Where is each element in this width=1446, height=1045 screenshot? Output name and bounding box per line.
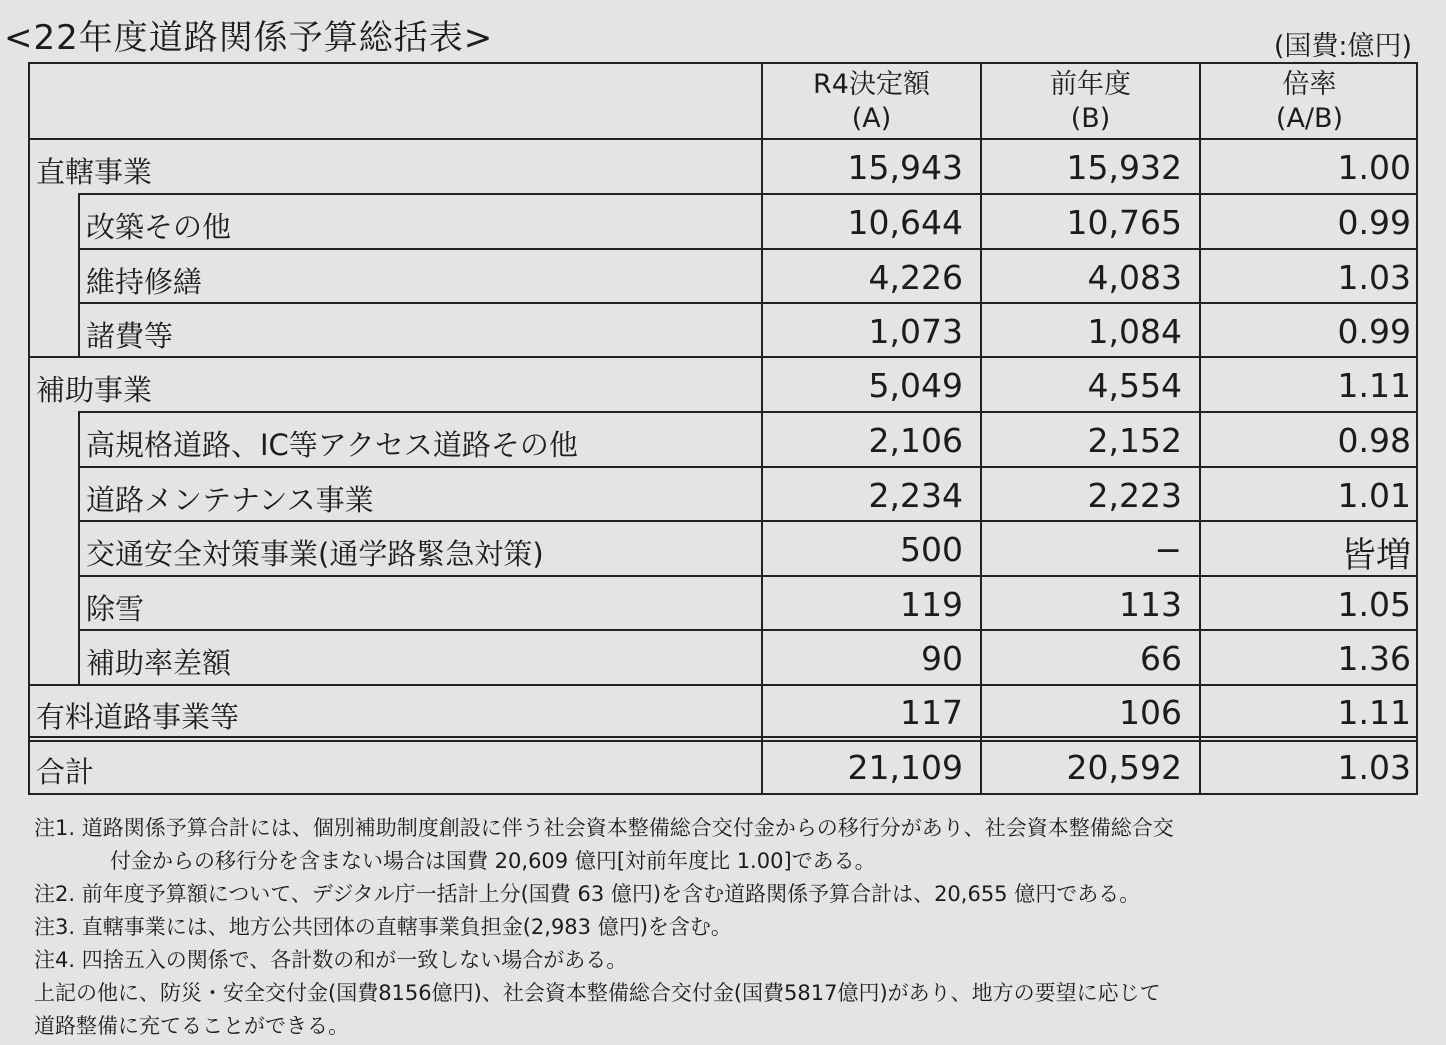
note-1-continued: 付金からの移行分を含まない場合は国費 20,609 億円[対前年度比 1.00]である。 <box>110 849 876 873</box>
cell-previous-year: 1,084 <box>1087 312 1182 351</box>
cell-ratio: 1.11 <box>1337 366 1411 405</box>
row-label: 有料道路事業等 <box>36 700 240 734</box>
cell-previous-year: 4,554 <box>1087 366 1182 405</box>
header-label: 倍率 <box>1282 69 1337 100</box>
cell-r4-amount: 2,106 <box>868 421 963 460</box>
cell-previous-year: 106 <box>1119 693 1182 732</box>
header-label: (B) <box>1070 103 1111 134</box>
row-label: 補助事業 <box>36 373 153 407</box>
cell-ratio: 1.11 <box>1337 693 1411 732</box>
row-label: 補助率差額 <box>86 646 232 680</box>
grid-line <box>80 193 1418 195</box>
notes <box>34 812 1424 1043</box>
total-ratio: 1.03 <box>1337 748 1411 787</box>
grid-line <box>78 411 80 685</box>
cell-previous-year: 113 <box>1119 585 1182 624</box>
table-title: <22年度道路関係予算総括表> <box>4 18 494 58</box>
cell-previous-year: 66 <box>1140 639 1182 678</box>
cell-ratio: 1.03 <box>1337 258 1411 297</box>
grid-line <box>80 466 1418 468</box>
row-label: 道路メンテナンス事業 <box>86 483 374 517</box>
note-3: 注3. 直轄事業には、地方公共団体の直轄事業負担金(2,983 億円)を含む。 <box>34 915 732 939</box>
header-label: R4決定額 <box>813 69 930 100</box>
grid-line <box>30 736 1418 738</box>
grid-line <box>78 193 80 357</box>
cell-r4-amount: 1,073 <box>868 312 963 351</box>
cell-r4-amount: 117 <box>900 693 963 732</box>
supplementary-note: 上記の他に、防災・安全交付金(国費8156億円)、社会資本整備総合交付金(国費5817億円)があり、地方の要望に応じて <box>34 981 1161 1005</box>
header-previous-year <box>982 64 1199 140</box>
cell-ratio: 0.98 <box>1337 421 1411 460</box>
grid-line <box>30 684 1418 686</box>
cell-previous-year: 15,932 <box>1066 148 1182 187</box>
row-label: 諸費等 <box>86 319 174 353</box>
header-ratio <box>1201 64 1418 140</box>
cell-r4-amount: 90 <box>921 639 963 678</box>
row-label: 交通安全対策事業(通学路緊急対策) <box>86 537 544 571</box>
header-r4-amount <box>763 64 980 140</box>
cell-ratio: 0.99 <box>1337 203 1411 242</box>
cell-previous-year: 2,223 <box>1087 476 1182 515</box>
note-2: 注2. 前年度予算額について、デジタル庁一括計上分(国費 63 億円)を含む道路関係予算合計は、20,655 億円である。 <box>34 882 1141 906</box>
cell-r4-amount: 2,234 <box>868 476 963 515</box>
cell-ratio: 1.05 <box>1337 585 1411 624</box>
row-label: 高規格道路、IC等アクセス道路その他 <box>86 428 578 462</box>
cell-r4-amount: 500 <box>900 530 963 569</box>
grid-line <box>80 520 1418 522</box>
cell-r4-amount: 5,049 <box>868 366 963 405</box>
supplementary-note-continued: 道路整備に充てることができる。 <box>34 1014 349 1038</box>
header-label: 前年度 <box>1050 69 1131 100</box>
cell-previous-year: 10,765 <box>1066 203 1182 242</box>
total-label: 合計 <box>36 755 95 789</box>
grid-line <box>80 411 1418 413</box>
header-label: (A) <box>851 103 892 134</box>
grid-line <box>80 629 1418 631</box>
cell-ratio: 0.99 <box>1337 312 1411 351</box>
cell-ratio: 1.36 <box>1337 639 1411 678</box>
cell-ratio: 1.00 <box>1337 148 1411 187</box>
cell-ratio: 1.01 <box>1337 476 1411 515</box>
unit-label: (国費:億円) <box>1273 31 1412 62</box>
budget-table <box>28 62 1418 795</box>
row-label: 改築その他 <box>86 210 232 244</box>
header-label: (A/B) <box>1275 103 1344 134</box>
grid-line <box>80 248 1418 250</box>
note-1: 注1. 道路関係予算合計には、個別補助制度創設に伴う社会資本整備総合交付金からの移行分があり、社会資本整備総合交 <box>34 816 1174 840</box>
cell-r4-amount: 15,943 <box>847 148 963 187</box>
cell-previous-year: 2,152 <box>1087 421 1182 460</box>
cell-r4-amount: 10,644 <box>847 203 963 242</box>
cell-previous-year: 4,083 <box>1087 258 1182 297</box>
cell-r4-amount: 119 <box>900 585 963 624</box>
cell-previous-year: − <box>1154 530 1182 569</box>
cell-ratio: 皆増 <box>1340 536 1411 576</box>
row-label: 直轄事業 <box>36 155 153 189</box>
total-r4-amount: 21,109 <box>847 748 963 787</box>
row-label: 除雪 <box>86 592 145 626</box>
grid-line <box>30 740 1418 742</box>
note-4: 注4. 四捨五入の関係で、各計数の和が一致しない場合がある。 <box>34 948 628 972</box>
grid-line <box>30 356 1418 358</box>
grid-line <box>80 302 1418 304</box>
total-previous-year: 20,592 <box>1066 748 1182 787</box>
row-label: 維持修繕 <box>86 265 203 299</box>
cell-r4-amount: 4,226 <box>868 258 963 297</box>
